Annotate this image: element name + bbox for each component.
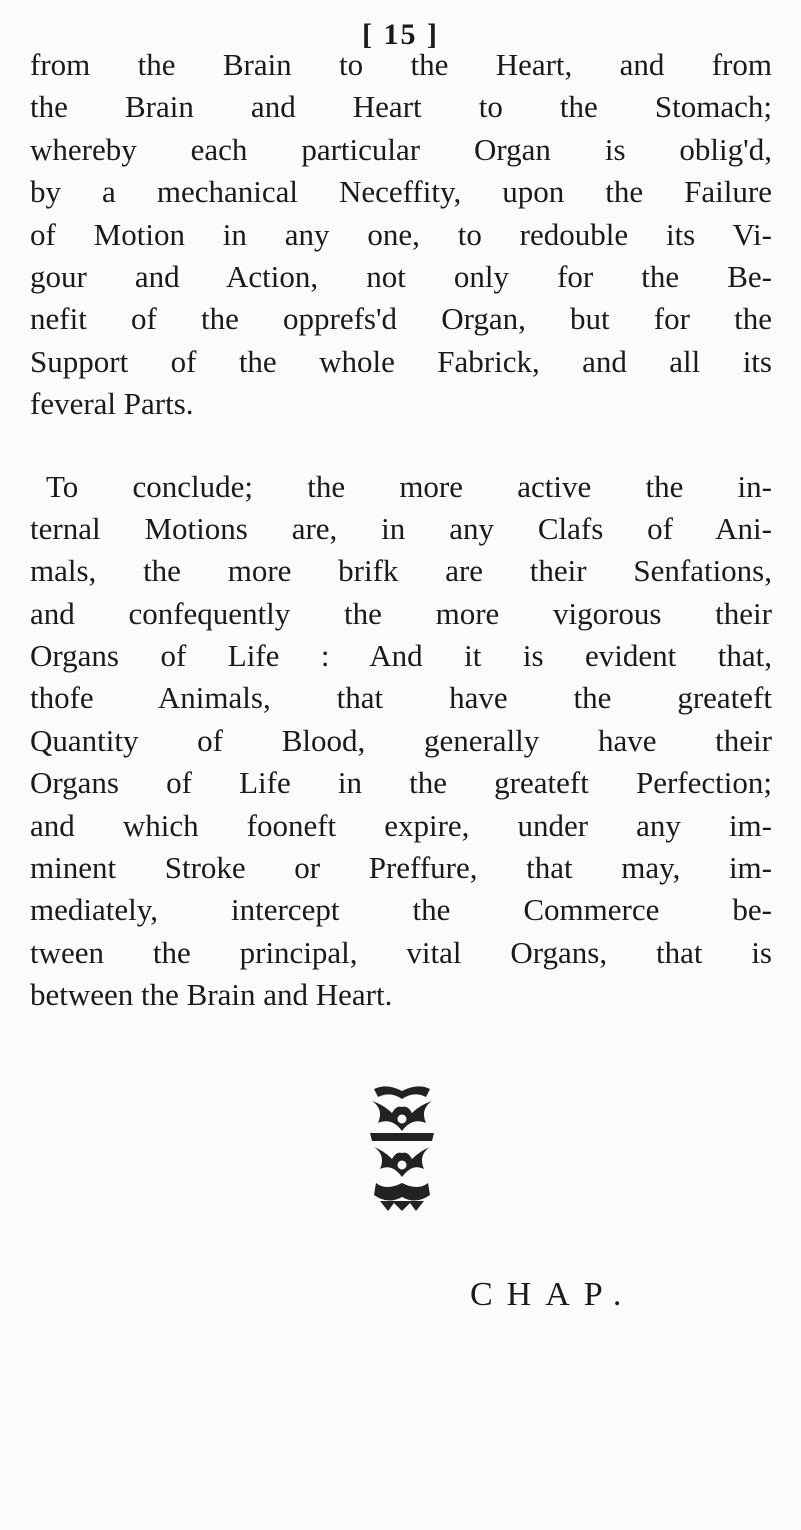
text-line: whereby each particular Organ is oblig'd,	[30, 131, 772, 167]
page-body	[30, 44, 772, 1017]
text-line: of Motion in any one, to redouble its Vi-	[30, 216, 772, 252]
text-line: minent Stroke or Preffure, that may, im-	[30, 850, 772, 886]
printers-ornament-icon	[366, 1083, 438, 1211]
text-line: ternal Motions are, in any Clafs of Ani-	[30, 510, 772, 546]
text-line: Organs of Life : And it is evident that,	[30, 638, 772, 674]
paragraph-2	[30, 466, 772, 1017]
text-line: and which fooneft expire, under any im-	[30, 807, 772, 843]
text-line: gour and Action, not only for the Be-	[30, 258, 772, 294]
text-line: Organs of Life in the greateft Perfection;	[30, 765, 772, 801]
text-line: the Brain and Heart to the Stomach;	[30, 89, 772, 125]
text-line: tween the principal, vital Organs, that is	[30, 934, 772, 970]
text-line: by a mechanical Neceffity, upon the Failure	[30, 174, 772, 210]
catchword: CHAP.	[470, 1276, 636, 1313]
text-line: nefit of the opprefs'd Organ, but for the	[30, 301, 772, 337]
text-line: mals, the more brifk are their Senfations,	[30, 553, 772, 589]
text-line: To conclude; the more active the in-	[46, 468, 772, 504]
paragraph-1	[30, 44, 772, 426]
text-line: feveral Parts.	[30, 386, 194, 422]
text-line: and confequently the more vigorous their	[30, 595, 772, 631]
text-line: between the Brain and Heart.	[30, 977, 393, 1013]
text-line: thofe Animals, that have the greateft	[30, 680, 772, 716]
page-number: [ 15 ]	[362, 18, 439, 51]
text-line: from the Brain to the Heart, and from	[30, 47, 772, 82]
text-line: Quantity of Blood, generally have their	[30, 722, 772, 758]
text-line: Support of the whole Fabrick, and all its	[30, 343, 772, 379]
text-line: mediately, intercept the Commerce be-	[30, 892, 772, 928]
